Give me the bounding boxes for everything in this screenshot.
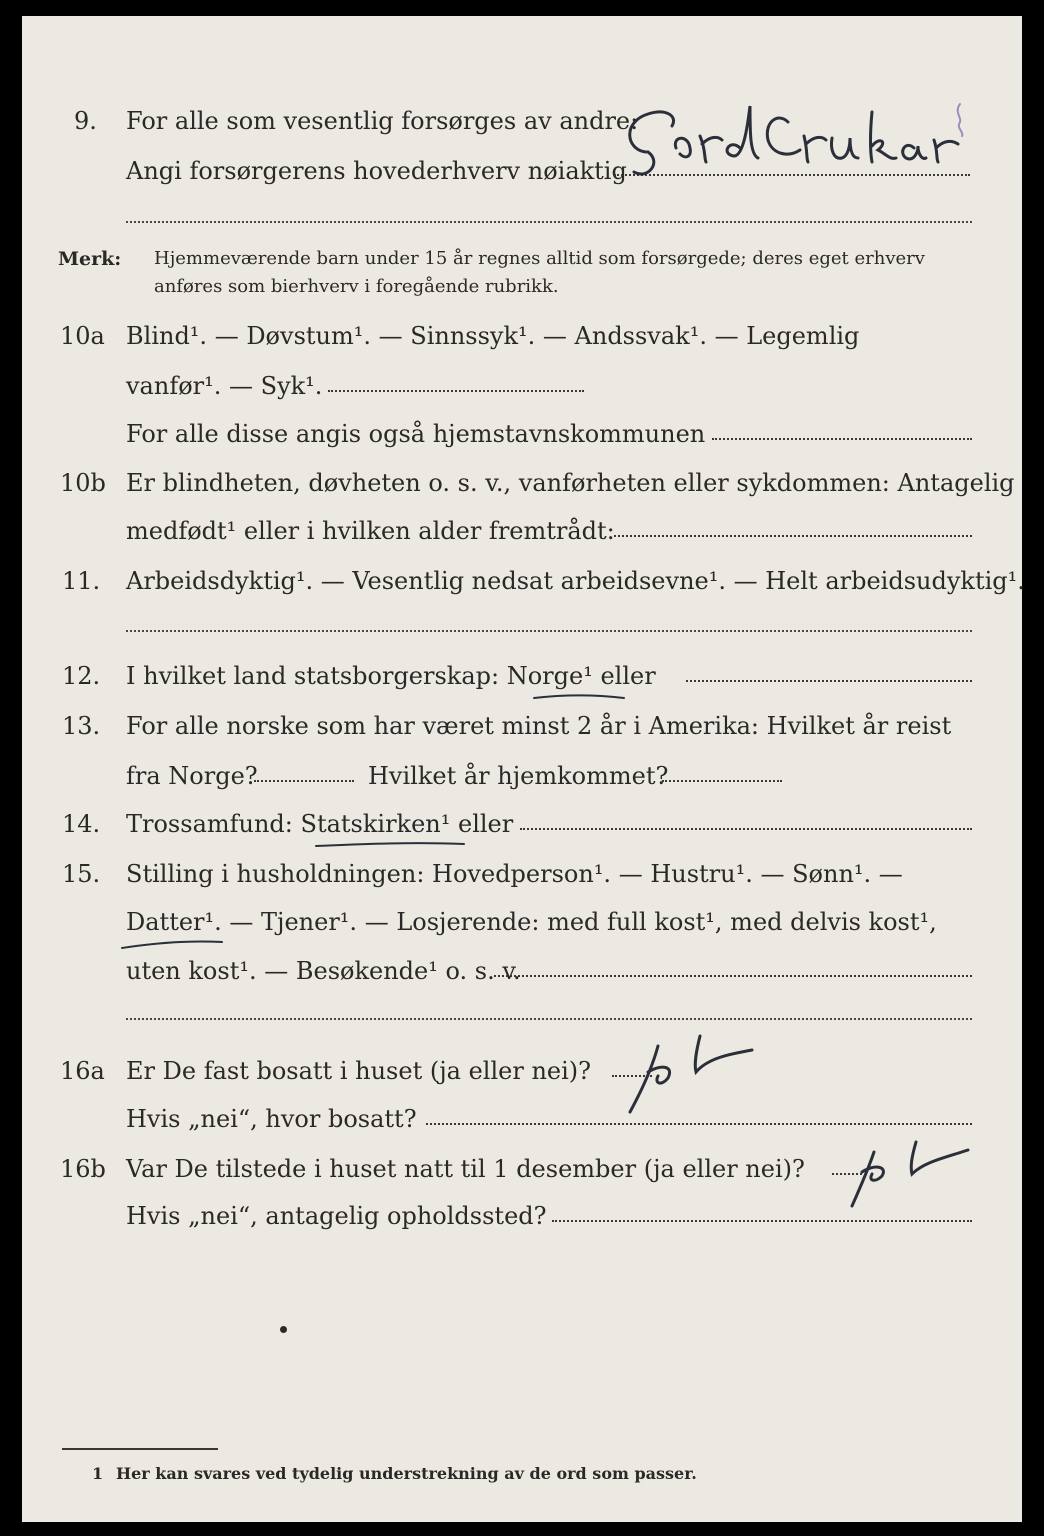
q13-line2a: fra Norge? — [126, 762, 258, 790]
q14-statskirken-underline — [312, 838, 472, 852]
q14-field — [520, 828, 972, 830]
footnote-mark: 1 — [92, 1464, 104, 1483]
q12-norge-underline — [530, 692, 630, 704]
q16a-line1: Er De fast bosatt i huset (ja eller nei)? — [126, 1057, 592, 1085]
merk-line1: Hjemmeværende barn under 15 år regnes alltid som forsørgede; deres eget erhverv — [154, 248, 925, 269]
q14-number: 14. — [62, 810, 101, 838]
section-divider-3 — [126, 1018, 972, 1020]
q13-year-left-field — [254, 780, 354, 782]
q15-line2: Datter¹. — Tjener¹. — Losjerende: med full kost¹, med delvis kost¹, — [126, 908, 937, 936]
census-form-page — [22, 16, 1025, 1522]
q13-number: 13. — [62, 712, 101, 740]
ink-spot — [280, 1326, 287, 1333]
q10b-number: 10b — [60, 469, 106, 497]
q10a-line3: For alle disse angis også hjemstavnskommunen — [126, 420, 706, 448]
q12-line1: I hvilket land statsborgerskap: Norge¹ eller — [126, 662, 656, 690]
q16a-handwritten-answer — [618, 1028, 768, 1118]
q11-number: 11. — [62, 567, 101, 595]
q10a-line2: vanfør¹. — Syk¹. — [126, 372, 323, 400]
q9-line2: Angi forsørgerens hovederhverv nøiaktig — [126, 157, 627, 185]
q16b-line2-field — [552, 1220, 972, 1222]
q10b-line1: Er blindheten, døvheten o. s. v., vanførheten eller sykdommen: Antagelig — [126, 469, 1015, 497]
q9-handwritten-answer — [618, 92, 978, 192]
merk-line2: anføres som bierhverv i foregående rubrikk. — [154, 276, 559, 297]
q10a-number: 10a — [60, 322, 105, 350]
q10a-line2-field — [328, 390, 584, 392]
q12-number: 12. — [62, 662, 101, 690]
q15-line1: Stilling i husholdningen: Hovedperson¹. — Hustru¹. — Sønn¹. — — [126, 860, 903, 888]
footnote-text: Her kan svares ved tydelig understrekning av de ord som passer. — [116, 1464, 697, 1483]
q16a-line2: Hvis „nei“, hvor bosatt? — [126, 1105, 417, 1133]
q14-line1: Trossamfund: Statskirken¹ eller — [126, 810, 514, 838]
q11-line1: Arbeidsdyktig¹. — Vesentlig nedsat arbeidsevne¹. — Helt arbeidsudyktig¹. — [126, 567, 1025, 595]
q9-number: 9. — [74, 107, 97, 135]
merk-label: Merk: — [58, 248, 122, 270]
q16b-line2: Hvis „nei“, antagelig opholdssted? — [126, 1202, 547, 1230]
q9-line1: For alle som vesentlig forsørges av andre: — [126, 107, 639, 135]
q13-line2b: Hvilket år hjemkommet? — [368, 762, 669, 790]
q16a-number: 16a — [60, 1057, 105, 1085]
q16b-number: 16b — [60, 1155, 106, 1183]
q16b-handwritten-answer — [838, 1132, 978, 1212]
q10a-line3-field — [712, 438, 972, 440]
q10a-line1: Blind¹. — Døvstum¹. — Sinnssyk¹. — Andssvak¹. — Legemlig — [126, 322, 860, 350]
q15-datter-underline — [118, 936, 228, 954]
q10b-line2: medfødt¹ eller i hvilken alder fremtrådt: — [126, 517, 615, 545]
section-divider-2 — [126, 630, 972, 632]
q12-field — [686, 680, 972, 682]
q15-line3: uten kost¹. — Besøkende¹ o. s. v. — [126, 957, 521, 985]
section-divider-1 — [126, 221, 972, 223]
q13-line1: For alle norske som har været minst 2 år i Amerika: Hvilket år reist — [126, 712, 952, 740]
q10b-line2-field — [614, 535, 972, 537]
footnote-rule — [62, 1448, 218, 1450]
q16a-line2-field — [426, 1123, 972, 1125]
q13-year-returned-field — [662, 780, 782, 782]
q15-field — [494, 975, 972, 977]
q15-number: 15. — [62, 860, 101, 888]
q16b-line1: Var De tilstede i huset natt til 1 desember (ja eller nei)? — [126, 1155, 805, 1183]
